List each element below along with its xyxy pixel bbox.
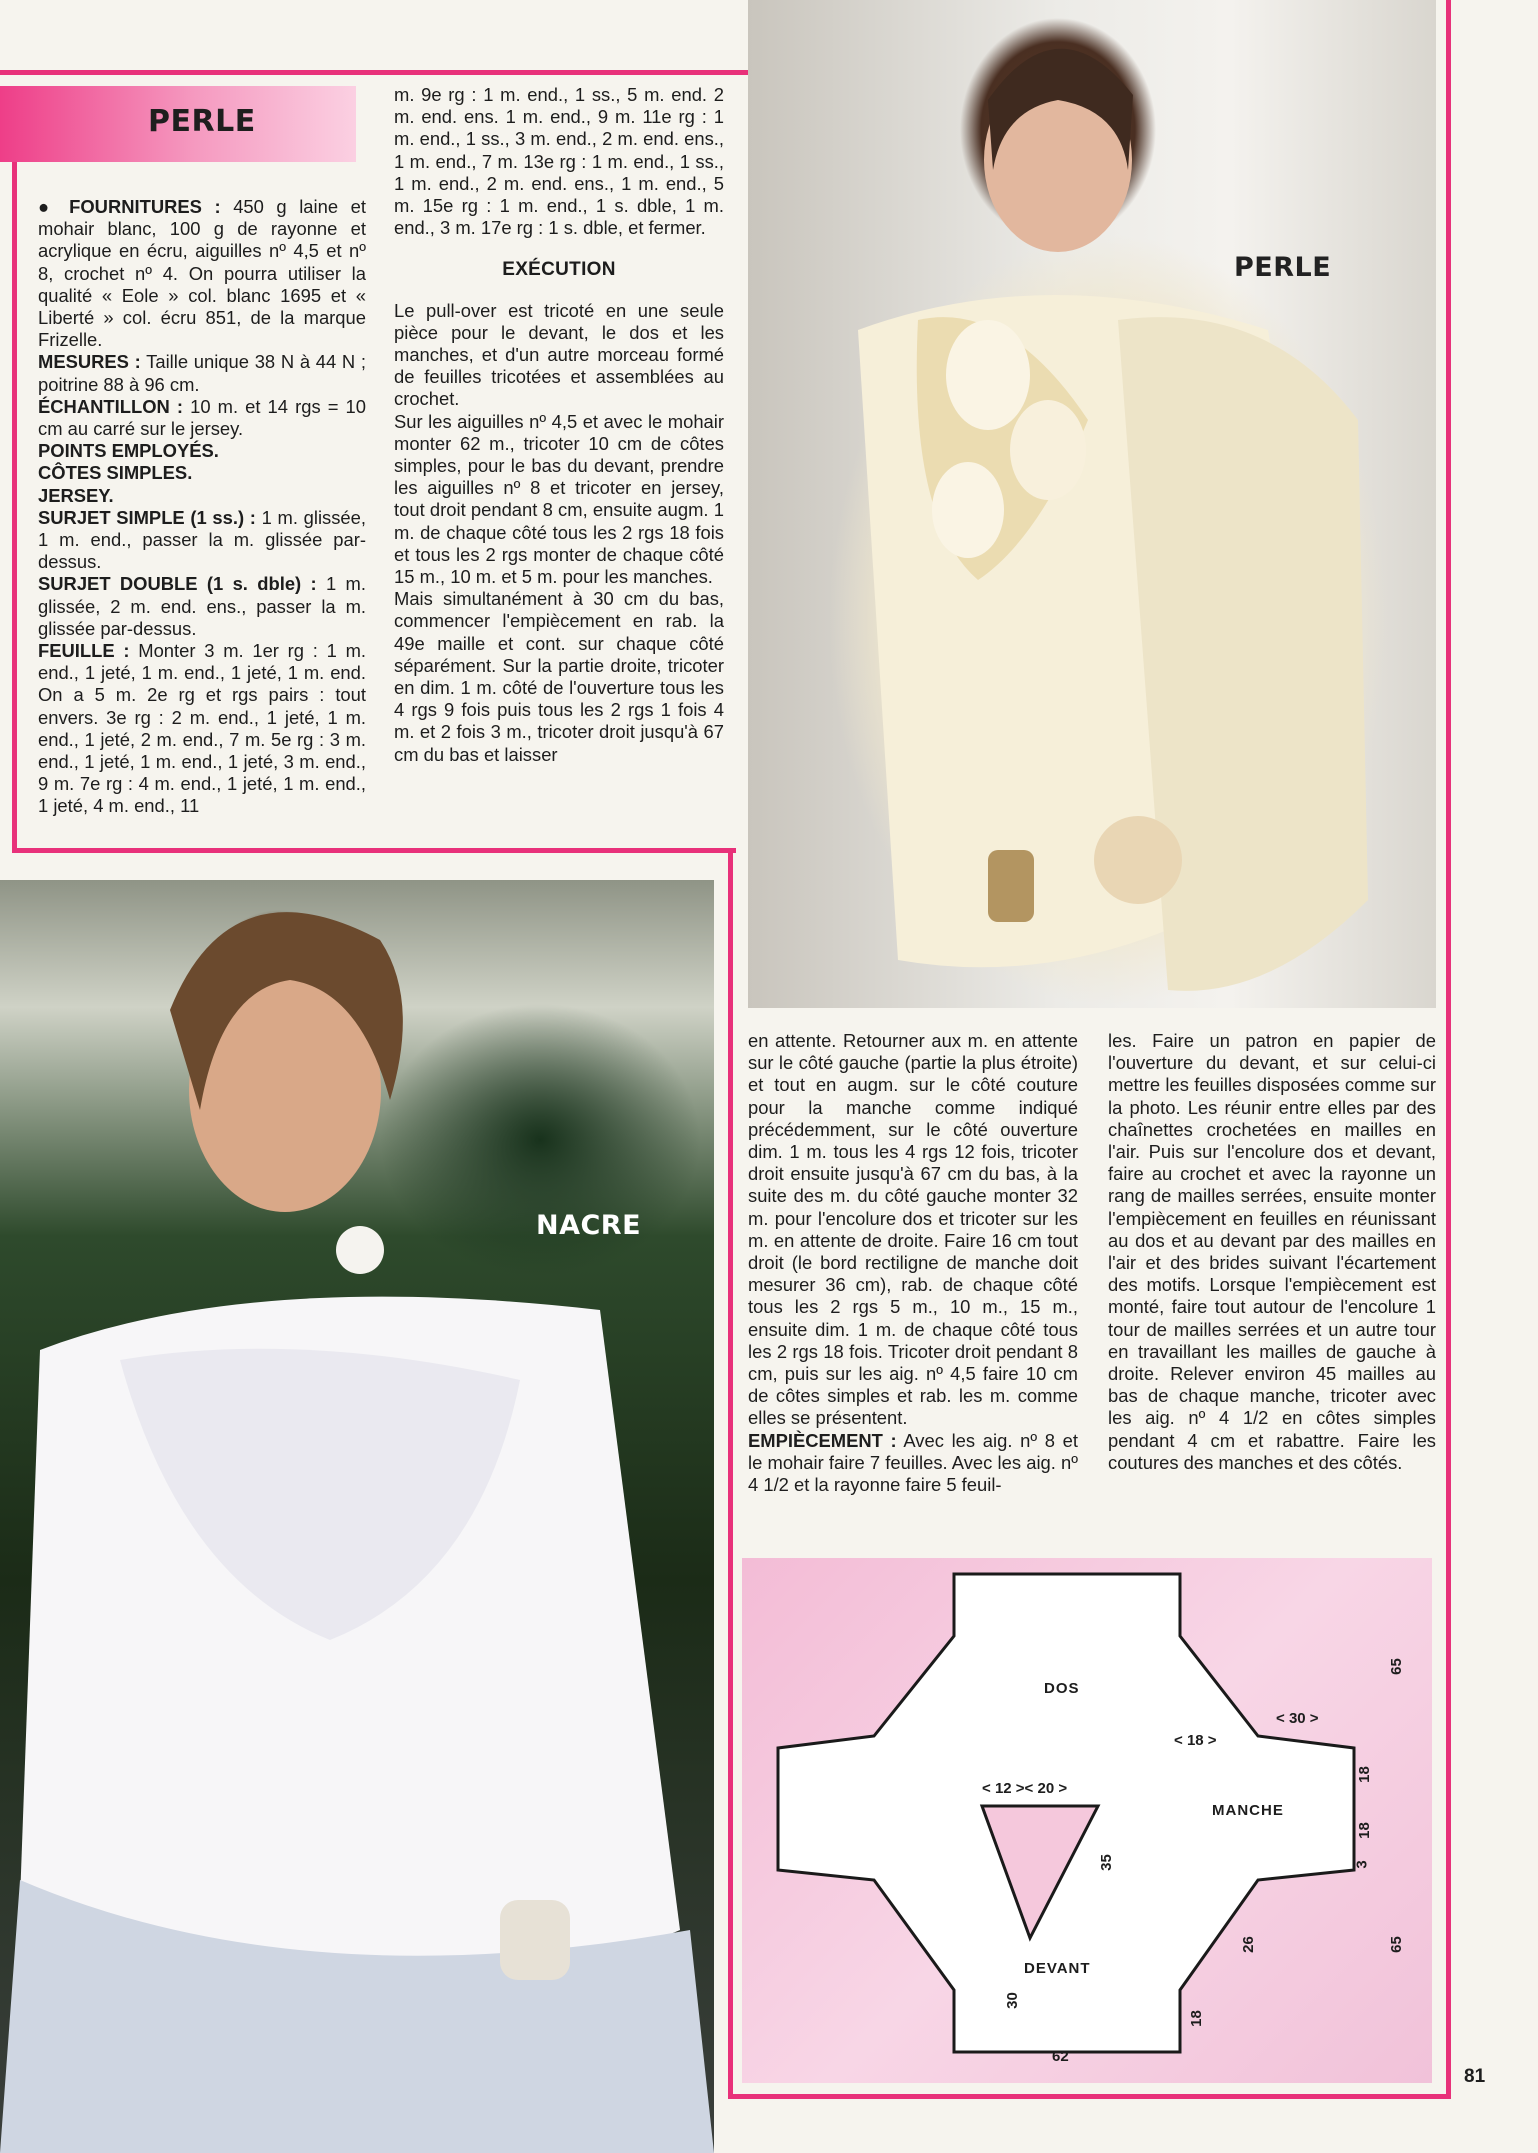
surjet-simple-text: 1 m. glissée, 1 m. end., passer la m. glissée par-dessus.: [38, 506, 366, 573]
fournitures-paragraph: [38, 196, 366, 351]
points-heading: POINTS EMPLOYÉS.: [38, 440, 219, 462]
feuille-text: Monter 3 m. 1er rg : 1 m. end., 1 jeté, 1 m. end., 1 jeté, 1 m. end. On a 5 m. 2e rg et rgs pairs : tout envers. 3e rg : 2 m. end., 1 jeté, 1 m. end., 1 jeté, 2 m. end., 7 m. 5e rg : 3 m. end., 1 jeté, 1 m. end., 1 jeté, 3 m. end., 9 m. 7e rg : 4 m. end., 1 jeté, 1 m. end., 1 jeté, 4 m. end., 11: [38, 640, 366, 817]
dim-65-top: 65: [1387, 1658, 1405, 1675]
feuille-continued-text: m. 9e rg : 1 m. end., 1 ss., 5 m. end. 2 m. end. ens. 1 m. end., 9 m. 11e rg : 1 m. end., 1 ss., 3 m. end., 2 m. end. ens., 1 m. end., 7 m. 13e rg : 1 m. end., 1 ss., 1 m. end., 2 m. end. ens., 1 m. end., 5 m. 15e rg : 1 m. end., 1 s. dble, 1 m. end., 3 m. 17e rg : 1 s. dble, et fermer.: [394, 84, 724, 239]
page-number: 81: [1464, 2066, 1486, 2087]
dim-12-value: 12: [994, 1780, 1012, 1797]
dim-18-right2: 18: [1355, 1822, 1373, 1839]
perle-silhouette: [748, 0, 1436, 1008]
execution-title: EXÉCUTION: [502, 259, 616, 281]
cotes-heading: CÔTES SIMPLES.: [38, 462, 193, 484]
dim-62: 62: [1052, 2048, 1069, 2065]
photo-perle-model: [748, 0, 1436, 1008]
nacre-silhouette: [0, 880, 714, 2153]
jersey-heading: JERSEY.: [38, 484, 114, 506]
lower-col2-text: les. Faire un patron en papier de l'ouverture du devant, et sur celui-ci mettre les feuilles disposées comme sur la photo. Les réunir entre elles par des chaînettes crochetées en mailles en l'air. Puis sur l'encolure dos et devant, faire au crochet et avec la rayonne un rang de mailles serrées, ensuite monter l'empiècement en feuilles en réunissant au dos et au devant par des mailles en l'air et des brides suivant l'écartement des motifs. Lorsque l'empiècement est monté, faire tout autour de l'encolure 1 tour de mailles serrées et un autre tour en travaillant les mailles de gauche à droite. Relever environ 45 mailles au bas de chaque manche, tricoter avec les aig. nº 4 1/2 en côtes simples pendant 4 cm et rabattre. Faire les coutures des manches et des côtés.: [1108, 1030, 1436, 1473]
fournitures-heading: ● FOURNITURES :: [38, 196, 221, 217]
empiecement-heading: EMPIÈCEMENT :: [748, 1429, 897, 1451]
surjet-double-text: 1 m. glissée, 2 m. end. ens., passer la m. glissée par-dessus.: [38, 573, 366, 639]
mesures-heading: MESURES :: [38, 351, 141, 373]
perle-label: PERLE: [1234, 252, 1332, 283]
dim-20-value: 20: [1037, 1780, 1055, 1797]
dim-18-right1: 18: [1355, 1766, 1373, 1783]
dim-18-a: < 18 >: [1174, 1732, 1217, 1749]
label-manche: MANCHE: [1212, 1802, 1284, 1819]
frame-top-left: [0, 70, 748, 75]
title-banner: [0, 86, 356, 162]
execution-paragraph-3: Mais simultanément à 30 cm du bas, commencer l'empiècement en rab. la 49e maille et cont. sur chaque côté séparément. Sur la partie droite, tricoter en dim. 1 m. côté de l'ouverture tous les 4 rgs 9 fois puis tous les 2 rgs 1 fois 4 m. et 2 fois 3 m., tricoter droit jusqu'à 67 cm du bas et laisser: [394, 588, 724, 765]
frame-bottom: [728, 2094, 1451, 2099]
mesures-paragraph: [38, 351, 366, 395]
lower-column-1: [748, 1030, 1078, 1496]
lower-col1-text: en attente. Retourner aux m. en attente sur le côté gauche (partie la plus étroite) et tout en augm. sur le côté couture pour la manche comme indiqué précédemment, sur le côté ouverture dim. 1 m. tous les 4 rgs 12 fois, tricoter droit ensuite jusqu'à 67 cm du bas, à la suite des m. du côté gauche monter 32 m. pour l'encolure dos et tricoter sur les m. en attente de droite. Faire 16 cm tout droit (le bord rectiligne de manche doit mesurer 36 cm), rab. de chaque côté tous les 2 rgs 5 m., 10 m., 15 m., ensuite dim. 1 m. de chaque côté tous les 2 rgs 18 fois. Tricoter droit pendant 8 cm, puis sur les aig. nº 4,5 faire 10 cm de côtes simples et rab. les m. comme elles se présentent.: [748, 1030, 1078, 1429]
empiecement-paragraph: [748, 1430, 1078, 1497]
frame-left-vertical: [12, 162, 17, 852]
echantillon-paragraph: [38, 396, 366, 440]
lower-column-2: [1108, 1030, 1436, 1474]
empiecement-text: Avec les aig. nº 8 et le mohair faire 7 feuilles. Avec les aig. nº 4 1/2 et la rayonne faire 5 feuil-: [748, 1429, 1078, 1496]
dim-30-top: < 30 >: [1276, 1710, 1319, 1727]
echantillon-text: 10 m. et 14 rgs = 10 cm au carré sur le jersey.: [38, 395, 366, 440]
label-dos: DOS: [1044, 1680, 1080, 1697]
mesures-text: Taille unique 38 N à 44 N ; poitrine 88 à 96 cm.: [38, 351, 367, 395]
page-title: PERLE: [148, 104, 256, 139]
feuille-heading: FEUILLE :: [38, 640, 130, 662]
middle-column: [394, 84, 724, 766]
feuille-paragraph: [38, 640, 366, 818]
surjet-simple-paragraph: [38, 507, 366, 574]
label-devant: DEVANT: [1024, 1960, 1091, 1977]
nacre-label: NACRE: [536, 1210, 642, 1241]
dim-65-bottom: 65: [1387, 1936, 1405, 1953]
dim-30-bottom: 30: [1003, 1992, 1021, 2009]
dim-35: 35: [1097, 1854, 1115, 1871]
execution-paragraph-1: Le pull-over est tricoté en une seule pièce pour le devant, le dos et les manches, et d'un autre morceau formé de feuilles tricotées et assemblées au crochet.: [394, 299, 724, 410]
pattern-schema: [742, 1558, 1432, 2083]
surjet-double-paragraph: [38, 573, 366, 640]
surjet-double-heading: SURJET DOUBLE (1 s. dble) :: [38, 573, 317, 595]
execution-paragraph-2: Sur les aiguilles nº 4,5 et avec le mohair monter 62 m., tricoter 10 cm de côtes simples, pour le bas du devant, prendre les aiguilles nº 8 et tricoter en jersey, tout droit pendant 8 cm, ensuite augm. 1 m. de chaque côté tous les 2 rgs 18 fois et tous les 2 rgs monter de chaque côté 15 m., 10 m. et 5 m. pour les manches.: [394, 410, 724, 588]
dim-26: 26: [1239, 1936, 1257, 1953]
dim-3: 3: [1353, 1860, 1371, 1869]
dim-12-20: < 12 >< 20 >: [982, 1780, 1068, 1797]
fournitures-text: 450 g laine et mohair blanc, 100 g de rayonne et acrylique en écru, aiguilles nº 4,5 et nº 8, crochet nº 4. On pourra utiliser la qualité « Eole » col. blanc 1695 et « Liberté » col. écru 851, de la marque Frizelle.: [38, 196, 366, 351]
dim-18-a-value: 18: [1186, 1732, 1204, 1749]
dim-30-top-value: 30: [1288, 1710, 1306, 1727]
frame-right-vertical: [1446, 0, 1451, 2098]
dim-18-bottom: 18: [1187, 2010, 1205, 2027]
echantillon-heading: ÉCHANTILLON :: [38, 395, 183, 417]
frame-mid-vertical: [728, 848, 733, 2098]
frame-mid-horizontal: [12, 848, 736, 853]
pattern-diagram: [742, 1558, 1432, 2083]
surjet-simple-heading: SURJET SIMPLE (1 ss.) :: [38, 506, 256, 528]
photo-nacre-model: [0, 880, 714, 2153]
left-column: [38, 196, 366, 818]
